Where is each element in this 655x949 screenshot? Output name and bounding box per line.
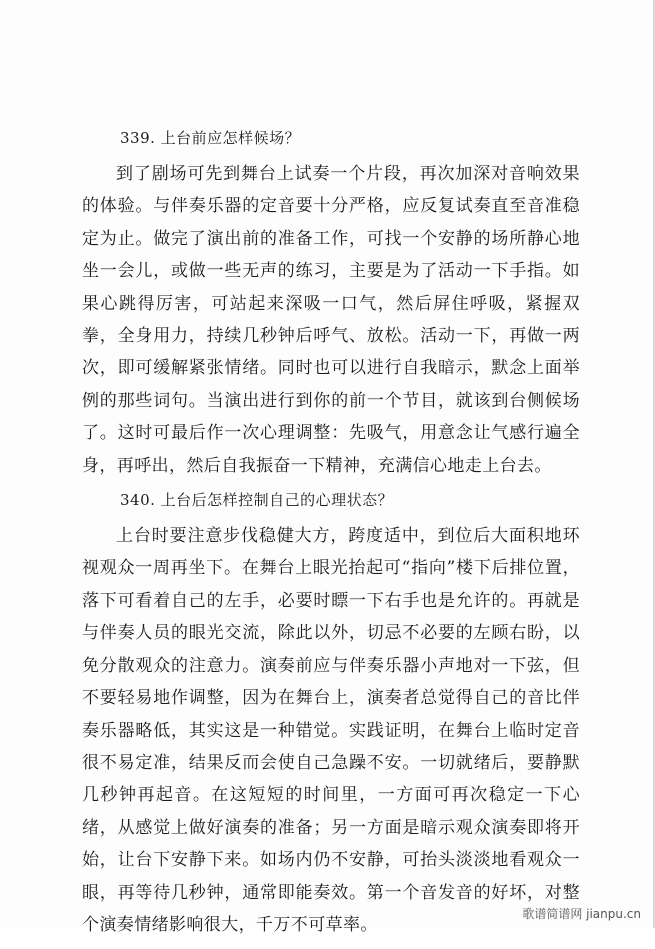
section-heading-339: 339. 上台前应怎样候场？	[120, 129, 301, 147]
section-paragraph-339: 到了剧场可先到舞台上试奏一个片段，再次加深对音响效果的体验。与伴奏乐器的定音要十分严格，应反复试奏直至音准稳定为止。做完了演出前的准备工作，可找一个安静的场所静心地坐一会儿，或做一些无声的练习，主要是为了活动一下手指。如果心跳得厉害，可站起来深吸一口气，然后屏住呼吸，紧握双拳，全身用力，持续几秒钟后呼气、放松。活动一下，再做一两次，即可缓解紧张情绪。同时也可以进行自我暗示，默念上面举例的那些词句。当演出进行到你的前一个节目，就该到台侧候场了。这时可最后作一次心理调整：先吸气，用意念让气感行遍全身，再呼出，然后自我振奋一下精神，充满信心地走上台去。	[82, 164, 580, 476]
site-watermark: 歌谱简谱网 jianpu.cn	[522, 907, 641, 921]
section-paragraph-340: 上台时要注意步伐稳健大方，跨度适中，到位后大面积地环视观众一周再坐下。在舞台上眼光抬起可“指向”楼下后排位置，落下可看着自己的左手，必要时瞟一下右手也是允许的。再就是与伴奏人员的眼光交流，除此以外，切忌不必要的左顾右盼，以免分散观众的注意力。演奏前应与伴奏乐器小声地对一下弦，但不要轻易地作调整，因为在舞台上，演奏者总觉得自己的音比伴奏乐器略低，其实这是一种错觉。实践证明，在舞台上临时定音很不易定准，结果反而会使自己急躁不安。一切就绪后，要静默几秒钟再起音。在这短短的时间里，一方面可再次稳定一下心绪，从感觉上做好演奏的准备；另一方面是暗示观众演奏即将开始，让台下安静下来。如场内仍不安静，可抬头淡淡地看观众一眼，再等待几秒钟，通常即能奏效。第一个音发音的好坏，对整个演奏情绪影响很大，千万不可草率。	[82, 526, 580, 935]
document-body	[82, 128, 580, 949]
section-heading-340: 340. 上台后怎样控制自己的心理状态？	[120, 491, 394, 510]
